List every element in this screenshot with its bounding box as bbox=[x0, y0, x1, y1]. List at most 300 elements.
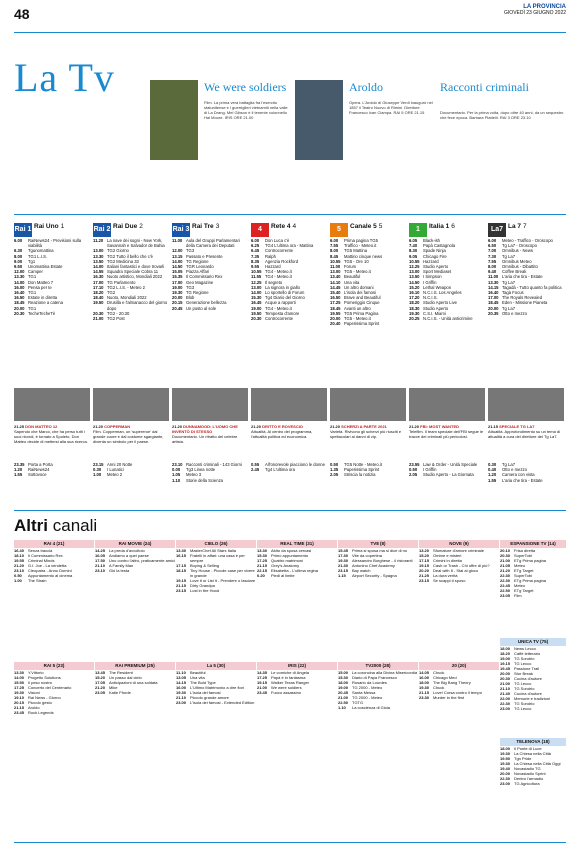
program-title: Pomeriggio Cinque bbox=[344, 300, 380, 306]
feature-title: Aroldo bbox=[349, 80, 383, 94]
other-channel-schedule bbox=[95, 670, 175, 695]
program-time: 19.00 bbox=[172, 284, 183, 290]
prime-time-box bbox=[14, 424, 90, 444]
program-title: N.C.I.S. - Unità anticrimine bbox=[423, 316, 473, 322]
program-time: 13.00 bbox=[93, 248, 104, 254]
program-title: TG5 Mattina bbox=[344, 248, 368, 254]
program-title: La Chiesa nella Città Oggi bbox=[514, 761, 561, 766]
late-schedule bbox=[251, 462, 327, 472]
program-title: Senza traccia bbox=[28, 548, 53, 553]
program-time: 16.45 bbox=[251, 300, 262, 306]
prime-time-title: SCHERZI A PARTE 2021 bbox=[341, 424, 387, 429]
program-time: 19.15 bbox=[257, 680, 268, 685]
program-time: 0.00 bbox=[172, 467, 181, 473]
program-time: 14.50 bbox=[409, 279, 420, 285]
program-time: 20.30 bbox=[500, 553, 511, 558]
channel-header bbox=[93, 218, 143, 234]
other-channel-box bbox=[500, 738, 566, 786]
program-time: 15.05 bbox=[172, 269, 183, 275]
other-channel-box bbox=[95, 540, 175, 573]
program-time: 10.55 bbox=[330, 258, 341, 264]
program-title: TG4 - Meteo.it bbox=[265, 269, 292, 275]
program-title: TG5 - Meteo.it bbox=[344, 269, 371, 275]
program-title: Piccolo grande amore bbox=[190, 695, 229, 700]
program-time: 23.15 bbox=[176, 588, 187, 593]
other-channel-box bbox=[95, 662, 175, 695]
schedule-row bbox=[419, 695, 499, 700]
program-time: 15.40 bbox=[330, 290, 341, 296]
program-title: Traffico - Meteo.it bbox=[344, 243, 377, 249]
program-time: 19.55 bbox=[14, 558, 25, 563]
program-time: 16.00 bbox=[176, 685, 187, 690]
program-title: News Lecco bbox=[514, 646, 536, 651]
program-time: 17.25 bbox=[330, 300, 341, 306]
program-title: Ombre e misteri bbox=[433, 553, 462, 558]
program-title: Novastadio TG bbox=[514, 766, 541, 771]
program-title: Se scappi ti sposo bbox=[433, 578, 466, 583]
program-time: 20.30 bbox=[500, 676, 511, 681]
program-title: Tagà Focus bbox=[502, 290, 524, 296]
program-time: 0.50 bbox=[330, 462, 339, 467]
program-time: 20.40 bbox=[330, 321, 341, 327]
program-time: 6.00 bbox=[488, 238, 497, 243]
program-title: We were soldiers bbox=[271, 685, 302, 690]
program-time: 13.30 bbox=[488, 279, 499, 285]
altri-canali-title bbox=[14, 516, 97, 536]
program-title: Sottovoce bbox=[28, 472, 47, 478]
program-title: L'aria che tira - Estate bbox=[502, 477, 543, 483]
program-title: TGTG bbox=[352, 700, 364, 705]
prime-time-text: Telefilm. Il team speciale dell'FBI segue le tracce dei criminali più pericolosi. bbox=[409, 429, 484, 439]
program-time: 23.55 bbox=[409, 462, 420, 467]
program-title: Fuoco assassino bbox=[271, 690, 302, 695]
prime-time-time: 21.20 bbox=[330, 424, 341, 429]
schedule-row bbox=[176, 588, 256, 593]
prime-time-title: COPPERMAN bbox=[104, 424, 131, 429]
page-number: 48 bbox=[14, 6, 30, 22]
program-time: 21.40 bbox=[500, 691, 511, 696]
prime-time-photo bbox=[488, 388, 564, 421]
program-time: 23.05 bbox=[95, 690, 106, 695]
program-time: 20.45 bbox=[338, 690, 349, 695]
prime-time-box bbox=[93, 424, 169, 444]
program-title: Elisabetta - L'ultima regina bbox=[271, 568, 319, 573]
program-time: 1.15 bbox=[338, 573, 346, 578]
program-title: Squadra Speciale Cobra 11 bbox=[107, 269, 159, 275]
program-title: Visioni bbox=[28, 690, 40, 695]
schedule-row bbox=[409, 316, 485, 321]
schedule-column bbox=[488, 238, 564, 316]
program-time: 15.45 bbox=[338, 548, 349, 553]
program-time: 11.55 bbox=[251, 274, 262, 280]
program-time: 19.30 bbox=[338, 558, 349, 563]
schedule-row bbox=[251, 467, 327, 472]
prime-time-text: Attualità. Al centro del programma, l'attualità politica ed economica. bbox=[251, 429, 313, 439]
program-title: L'isola dei famosi - Extended Edition bbox=[190, 700, 255, 705]
program-time: 15.30 bbox=[338, 675, 349, 680]
program-time: 15.30 bbox=[257, 553, 268, 558]
program-time: 2.05 bbox=[409, 472, 418, 478]
program-title: Beautiful bbox=[344, 274, 361, 280]
schedule-row bbox=[93, 472, 169, 477]
program-time: 13.30 bbox=[257, 548, 268, 553]
schedule-row bbox=[419, 578, 499, 583]
program-time: 9.55 bbox=[251, 264, 260, 270]
program-title: Tg La7 - Oroscopo bbox=[502, 243, 537, 249]
program-time: 7.35 bbox=[251, 253, 260, 259]
feature-text: Film. La prima vera battaglia fra l'esercito statunitense e i guerriglieri vietnamiti nella valle di La Drang. Mel Gibson è il tenente colonnello Hal Moore. IRIS ORE 21.00 bbox=[204, 100, 288, 120]
other-channel-name: RAI PREMIUM (25) bbox=[95, 662, 175, 670]
program-title: TG1 L.I.S. bbox=[28, 253, 48, 259]
program-title: Studio Aperto bbox=[423, 305, 449, 311]
program-title: I Griffin bbox=[423, 279, 437, 285]
prime-time-text: Attualità. Approfondimento su un tema di attualità a cura del direttore del Tg La7. bbox=[488, 429, 561, 439]
program-time: 13.00 bbox=[330, 269, 341, 275]
program-title: The Bold Type bbox=[190, 680, 216, 685]
program-time: 17.05 bbox=[95, 680, 106, 685]
program-title: La coroncina alla Divina Misericordia bbox=[352, 670, 418, 675]
program-time: 17.15 bbox=[176, 563, 187, 568]
program-time: 18.10 bbox=[14, 553, 25, 558]
program-title: Unomattina Estate bbox=[28, 264, 63, 270]
program-title: Beautiful bbox=[190, 670, 206, 675]
program-time: 19.15 bbox=[419, 563, 430, 568]
program-time: 22.50 bbox=[338, 700, 349, 705]
program-title: Eden - Missione Pianeta bbox=[502, 300, 548, 306]
program-time: 14.15 bbox=[176, 680, 187, 685]
program-time: 18.20 bbox=[409, 300, 420, 306]
program-title: Meteo 2 bbox=[107, 472, 123, 478]
program-title: Tgunomattina bbox=[28, 248, 54, 254]
other-channel-name: TV8 (8) bbox=[338, 540, 418, 548]
schedule-row bbox=[330, 472, 406, 477]
program-time: 18.00 bbox=[338, 680, 349, 685]
program-title: Controcorrente bbox=[265, 248, 293, 254]
program-title: Reazione a catena bbox=[28, 300, 63, 306]
other-channel-box bbox=[14, 662, 94, 715]
program-title: Stor Break bbox=[514, 671, 533, 676]
program-title: Walker Texas Ranger bbox=[271, 680, 310, 685]
program-time: 19.15 bbox=[500, 661, 511, 666]
program-time: 6.05 bbox=[409, 238, 418, 243]
program-title: Studio Aperto Live bbox=[423, 300, 457, 306]
program-title: Il Ponte di Luce bbox=[514, 746, 542, 751]
program-time: 18.00 bbox=[500, 646, 511, 651]
other-channel-name: UNICA TV (75) bbox=[500, 638, 566, 646]
other-channel-box bbox=[338, 662, 418, 710]
program-time: 16.50 bbox=[330, 295, 341, 301]
program-time: 17.00 bbox=[172, 279, 183, 285]
schedule-row bbox=[488, 478, 564, 483]
program-time: 7.30 bbox=[488, 253, 497, 259]
program-time: 2.05 bbox=[330, 472, 339, 478]
schedule-row bbox=[14, 238, 90, 248]
late-schedule bbox=[409, 462, 485, 478]
program-title: Coffee Break bbox=[502, 269, 527, 275]
program-time: 12.00 bbox=[14, 269, 25, 275]
program-title: Alessandro Borghese - 4 ristoranti bbox=[352, 558, 413, 563]
channel-number: 6 bbox=[451, 223, 455, 231]
program-title: RaiNews24 bbox=[28, 467, 50, 473]
other-channel-name: TELENOVA (18) bbox=[500, 738, 566, 746]
channel-name: La 7 bbox=[508, 223, 522, 231]
program-title: TG5 - Ore 10 bbox=[344, 258, 369, 264]
program-title: Don Luca c'è bbox=[265, 238, 290, 243]
other-channel-schedule bbox=[14, 670, 94, 715]
prime-time-title: SPECIALE TG LA7 bbox=[499, 424, 535, 429]
program-time: 13.40 bbox=[330, 274, 341, 280]
program-title: Camera con vista bbox=[502, 472, 535, 478]
program-time: 14.00 bbox=[14, 279, 25, 285]
feature-text: Documentario. Per la prima volta, dopo oltre 40 anni, da un sequestro che fece epoca. Barbara Piattelli. RAI 3 ORE 23.10 bbox=[440, 110, 564, 120]
program-title: Hazzard bbox=[265, 264, 281, 270]
program-time: 6.45 bbox=[251, 248, 260, 254]
schedule-row bbox=[488, 311, 564, 316]
program-title: Tg La7 bbox=[502, 462, 516, 467]
other-channel-name: RAI 4 (21) bbox=[14, 540, 94, 548]
program-time: 20.15 bbox=[172, 300, 183, 306]
other-channel-box bbox=[176, 540, 256, 593]
program-time: 13.05 bbox=[176, 675, 187, 680]
program-title: La Chiesa nella Città bbox=[514, 751, 551, 756]
program-time: 23.15 bbox=[338, 568, 349, 573]
other-channel-schedule bbox=[257, 670, 337, 695]
feature-image bbox=[295, 80, 343, 160]
program-time: 19.40 bbox=[500, 766, 511, 771]
other-channel-schedule bbox=[95, 548, 175, 573]
program-time: 1.10 bbox=[172, 477, 181, 483]
schedule-row bbox=[500, 781, 566, 786]
program-time: 19.55 bbox=[330, 310, 341, 316]
program-time: 19.50 bbox=[251, 310, 262, 316]
program-title: L'isola dei famosi bbox=[344, 290, 376, 296]
program-time: 20.00 bbox=[500, 771, 511, 776]
program-time: 12.25 bbox=[251, 279, 262, 285]
program-time: 14.25 bbox=[95, 548, 106, 553]
program-time: 21.00 bbox=[338, 695, 349, 700]
program-time: 19.00 bbox=[251, 305, 262, 311]
program-time: 11.20 bbox=[93, 238, 104, 243]
program-title: TG Sondrio bbox=[514, 656, 535, 661]
program-time: 1.05 bbox=[172, 472, 181, 478]
other-channel-schedule bbox=[500, 646, 566, 711]
schedule-column bbox=[93, 238, 169, 321]
program-title: Sport Mediaset bbox=[423, 269, 452, 275]
program-title: Film bbox=[514, 593, 522, 598]
program-time: 1.10 bbox=[338, 705, 346, 710]
program-title: Fratelli in affari: una casa è per sempre bbox=[190, 553, 245, 563]
program-time: 20.00 bbox=[330, 316, 341, 322]
schedule-row bbox=[93, 316, 169, 321]
other-channel-name: NOVE (9) bbox=[419, 540, 499, 548]
program-title: L'Ultimo Matrimonio a dire fiori bbox=[190, 685, 244, 690]
program-title: Generazione bellezza bbox=[186, 300, 227, 306]
program-title: A Family Man bbox=[109, 563, 134, 568]
program-time: 19.00 bbox=[500, 656, 511, 661]
other-channel-box bbox=[14, 540, 94, 583]
program-title: Anticipazioni di una soldata bbox=[109, 680, 158, 685]
program-time: 20.20 bbox=[419, 568, 430, 573]
channel-header bbox=[330, 218, 382, 234]
feature-title: We were soldiers bbox=[204, 80, 287, 94]
program-time: 21.00 bbox=[500, 558, 511, 563]
program-title: Spade Ninja bbox=[423, 248, 446, 254]
channel-number: 2 bbox=[139, 223, 143, 231]
program-title: TGR Leonardo bbox=[186, 264, 214, 270]
program-title: Y.Vittorio bbox=[28, 670, 44, 675]
schedule-row bbox=[14, 710, 94, 715]
program-time: 21.20 bbox=[14, 563, 25, 568]
schedule-row bbox=[500, 593, 566, 598]
program-title: Un passo dal cielo bbox=[109, 675, 142, 680]
program-time: 6.00 bbox=[251, 238, 260, 243]
program-title: Agenzia Rockford bbox=[265, 258, 299, 264]
program-time: 8.00 bbox=[488, 264, 497, 270]
program-title: Mattino cinque news bbox=[344, 253, 383, 259]
program-title: Law & Order - Unità Speciale bbox=[423, 462, 478, 467]
other-channel-schedule bbox=[338, 670, 418, 710]
program-title: La nave dei sogni - New York, Savannah e Salvador de Bahia bbox=[107, 238, 165, 249]
footer-rule bbox=[14, 842, 566, 843]
program-title: Appuntamento al cinema bbox=[28, 573, 73, 578]
program-title: Controcorrente bbox=[265, 316, 293, 322]
program-time: 20.30 bbox=[14, 310, 25, 316]
program-time: 2.45 bbox=[251, 467, 260, 473]
prime-time-time: 21.20 bbox=[251, 424, 262, 429]
program-title: La preda d'avvoltoio bbox=[109, 548, 145, 553]
program-title: ETg Prima pagina bbox=[514, 558, 547, 563]
masthead bbox=[504, 4, 566, 16]
program-title: Sfumature d'amore criminale bbox=[433, 548, 485, 553]
canali-word: canali bbox=[52, 516, 98, 535]
program-title: Bay watch bbox=[352, 568, 371, 573]
prime-time-title: FBI: MOST WANTED bbox=[420, 424, 460, 429]
schedule-row bbox=[176, 700, 256, 705]
program-title: TG Agricoltura bbox=[514, 781, 540, 786]
program-time: 19.50 bbox=[500, 756, 511, 761]
program-title: La coscienza di Gioia bbox=[352, 705, 391, 710]
late-schedule bbox=[488, 462, 564, 483]
program-time: 21.10 bbox=[500, 686, 511, 691]
program-time: 13.20 bbox=[419, 548, 430, 553]
program-title: Hazzard bbox=[423, 258, 439, 264]
other-channel-box bbox=[419, 540, 499, 583]
program-title: Lost in the Hood bbox=[190, 588, 220, 593]
program-title: Tg La7 bbox=[502, 279, 516, 285]
program-title: TG2 Giorno bbox=[107, 248, 129, 254]
program-title: Piedi al limite bbox=[271, 573, 295, 578]
program-title: Storie della Scienza bbox=[186, 477, 224, 483]
feature-image bbox=[150, 80, 198, 160]
program-title: Nuoto, Mondiali 2022 bbox=[107, 295, 147, 301]
program-time: 7.55 bbox=[330, 243, 339, 249]
program-title: TG1 bbox=[28, 274, 37, 280]
program-time: 17.25 bbox=[257, 675, 268, 680]
program-time: 14.10 bbox=[330, 279, 341, 285]
program-time: 20.35 bbox=[488, 310, 499, 316]
program-title: Andiamo a quel paese bbox=[109, 553, 149, 558]
program-time: 22.15 bbox=[257, 568, 268, 573]
program-time: 19.30 bbox=[409, 310, 420, 316]
program-title: Porta a Porta bbox=[28, 462, 53, 467]
program-title: I Simpson bbox=[423, 274, 442, 280]
program-time: 1.55 bbox=[14, 472, 23, 478]
program-time: 16.10 bbox=[409, 290, 420, 296]
prime-time-photo bbox=[330, 388, 406, 421]
program-title: Rosario da Lourdes bbox=[352, 680, 387, 685]
other-channel-name: ESPANSIONE TV (14) bbox=[500, 540, 566, 548]
prime-time-text: Varietà. Rivivono gli scherzi più riusciti e spettacolari ai danni di vip. bbox=[330, 429, 402, 439]
program-title: Meteo bbox=[514, 563, 526, 568]
program-time: 17.20 bbox=[409, 295, 420, 301]
program-time: 15.20 bbox=[409, 284, 420, 290]
program-time: 21.10 bbox=[95, 563, 106, 568]
program-time: 21.10 bbox=[176, 695, 187, 700]
program-time: 13.45 bbox=[95, 670, 106, 675]
program-time: 7.40 bbox=[409, 243, 418, 249]
program-time: 22.30 bbox=[500, 701, 511, 706]
program-title: Omnibus Meteo bbox=[502, 258, 532, 264]
program-time: 1.00 bbox=[14, 578, 22, 583]
program-time: 23.10 bbox=[14, 568, 25, 573]
program-time: 18.20 bbox=[500, 651, 511, 656]
program-time: 8.00 bbox=[330, 248, 339, 254]
program-time: 23.00 bbox=[176, 700, 187, 705]
program-time: 13.30 bbox=[176, 548, 187, 553]
program-time: 16.40 bbox=[488, 290, 499, 296]
program-time: 6.00 bbox=[330, 238, 339, 243]
program-time: 14.00 bbox=[93, 264, 104, 270]
program-title: Aula del Gruppi Parlamentari della Camera dei Deputati bbox=[186, 238, 240, 249]
program-time: 19.30 bbox=[176, 690, 187, 695]
program-title: Otto e mezzo bbox=[502, 310, 527, 316]
program-time: 1.00 bbox=[93, 472, 102, 478]
program-time: 17.15 bbox=[419, 558, 430, 563]
program-time: 20.00 bbox=[500, 671, 511, 676]
program-time: 6.00 bbox=[14, 238, 23, 243]
program-time: 21.25 bbox=[419, 573, 430, 578]
program-time: 12.25 bbox=[409, 264, 420, 270]
program-title: L'aria che tira - Estate bbox=[502, 274, 543, 280]
program-title: Il Commissario Rex bbox=[28, 553, 63, 558]
program-time: 11.10 bbox=[176, 670, 186, 675]
program-time: 19.50 bbox=[93, 300, 104, 306]
program-time: 23.00 bbox=[500, 781, 511, 786]
program-title: Blob bbox=[186, 295, 195, 301]
program-time: 23.00 bbox=[500, 706, 511, 711]
program-time: 14.00 bbox=[172, 258, 183, 264]
program-title: TG2 Medicina 33 bbox=[107, 258, 139, 264]
program-time: 14.55 bbox=[93, 269, 104, 275]
other-channel-name: IRIS (22) bbox=[257, 662, 337, 670]
program-title: SuperTobi bbox=[514, 573, 533, 578]
program-title: TG Regione bbox=[186, 290, 209, 296]
program-title: Chicago Med bbox=[433, 675, 457, 680]
channel-name: Italia 1 bbox=[429, 223, 450, 231]
program-title: Love it or List it - Prendere o lasciare bbox=[190, 578, 256, 583]
other-channel-schedule bbox=[176, 548, 256, 593]
program-title: Otto e mezzo bbox=[502, 467, 527, 473]
program-time: 18.00 bbox=[419, 680, 430, 685]
program-time: 6.30 bbox=[14, 248, 23, 254]
prime-time-photo bbox=[409, 388, 485, 421]
program-time: 0.30 bbox=[488, 462, 497, 467]
schedule-row bbox=[338, 573, 418, 578]
program-title: TG4 L'ultima ora - Mattina bbox=[265, 243, 314, 249]
program-time: 17.00 bbox=[488, 295, 499, 301]
program-title: Geo Magazine bbox=[186, 279, 214, 285]
program-time: 9.05 bbox=[409, 253, 418, 259]
